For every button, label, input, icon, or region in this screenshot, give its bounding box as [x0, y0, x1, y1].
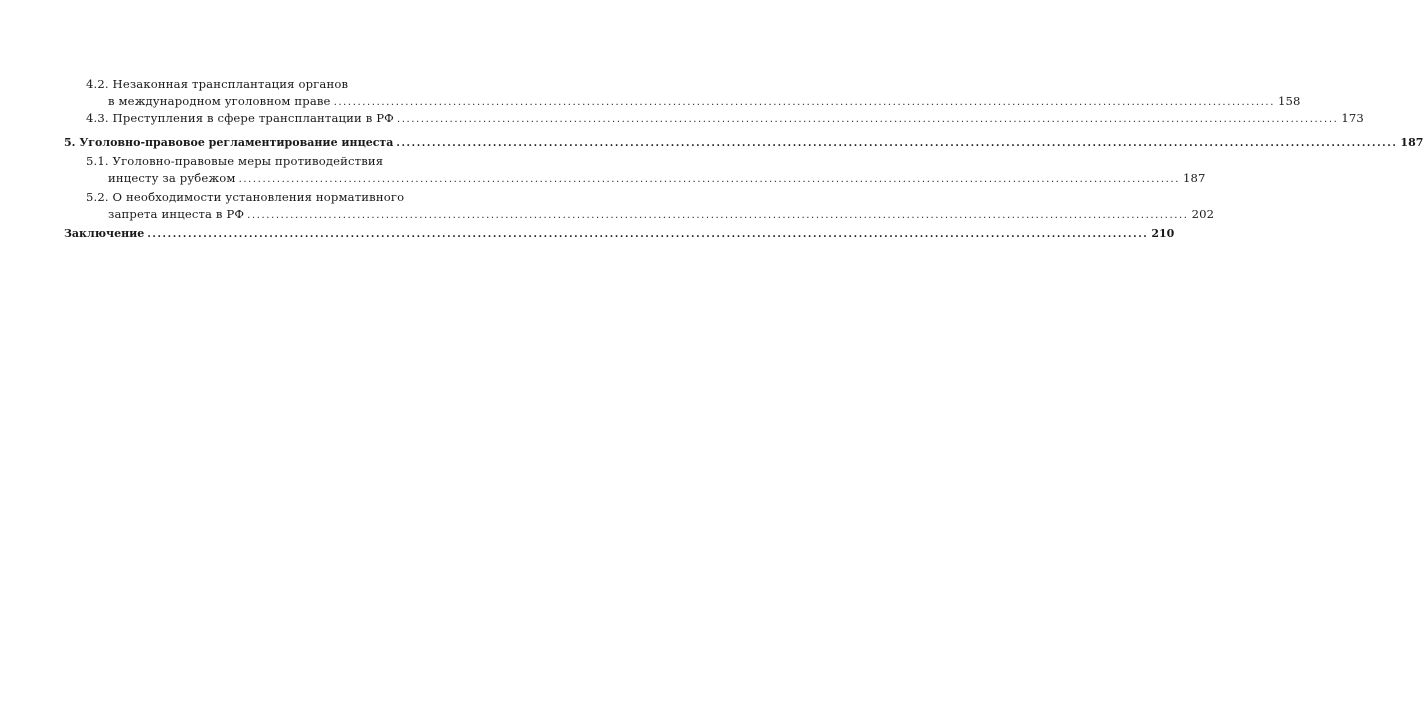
toc-entry-conclusion [0, 225, 1175, 242]
dot-leader: ..................................................................................................................................................................................................... [333, 97, 1275, 108]
dot-leader: ..................................................................................................................................................................................................... [147, 229, 1149, 240]
dot-leader: ..................................................................................................................................................................................................... [396, 114, 1339, 125]
toc-entry-title: 4.3. Преступления в сфере трансплантации в РФ [86, 111, 394, 125]
toc-entry-title: 4.2. Незаконная трансплантация органов [86, 77, 349, 91]
toc-entry-4-3 [0, 110, 1364, 127]
toc-page-number: 210 [1151, 227, 1175, 240]
toc-entry-4-2-line-1 [0, 76, 500, 93]
toc-entry-title: инцесту за рубежом [108, 171, 236, 185]
toc-entry-5-2-line-2 [0, 206, 1215, 223]
toc-entry-title: 5. Уголовно-правовое регламентирование инцеста [64, 136, 394, 149]
dot-leader: ..................................................................................................................................................................................................... [396, 138, 1398, 149]
toc-page-number: 187 [1182, 171, 1206, 185]
toc-entry-title: Заключение [64, 227, 145, 240]
toc-entry-4-2-line-2 [0, 93, 1301, 110]
toc-page-number: 202 [1191, 207, 1215, 221]
toc-entry-5 [0, 134, 1423, 151]
toc-entry-5-2-line-1 [0, 189, 500, 206]
table-of-contents [0, 76, 1423, 242]
toc-page-number: 173 [1341, 111, 1364, 125]
toc-entry-title: 5.2. О необходимости установления нормативного [86, 190, 405, 204]
dot-leader: ..................................................................................................................................................................................................... [238, 174, 1180, 185]
toc-entry-title: в международном уголовном праве [108, 94, 331, 108]
toc-entry-title: запрета инцеста в РФ [108, 207, 245, 221]
toc-entry-5-1-line-1 [0, 153, 500, 170]
toc-page-number: 187 [1400, 136, 1423, 149]
dot-leader: ..................................................................................................................................................................................................... [247, 210, 1189, 221]
toc-entry-title: 5.1. Уголовно-правовые меры противодействия [86, 154, 384, 168]
toc-entry-5-1-line-2 [0, 170, 1206, 187]
toc-page-number: 158 [1277, 94, 1301, 108]
